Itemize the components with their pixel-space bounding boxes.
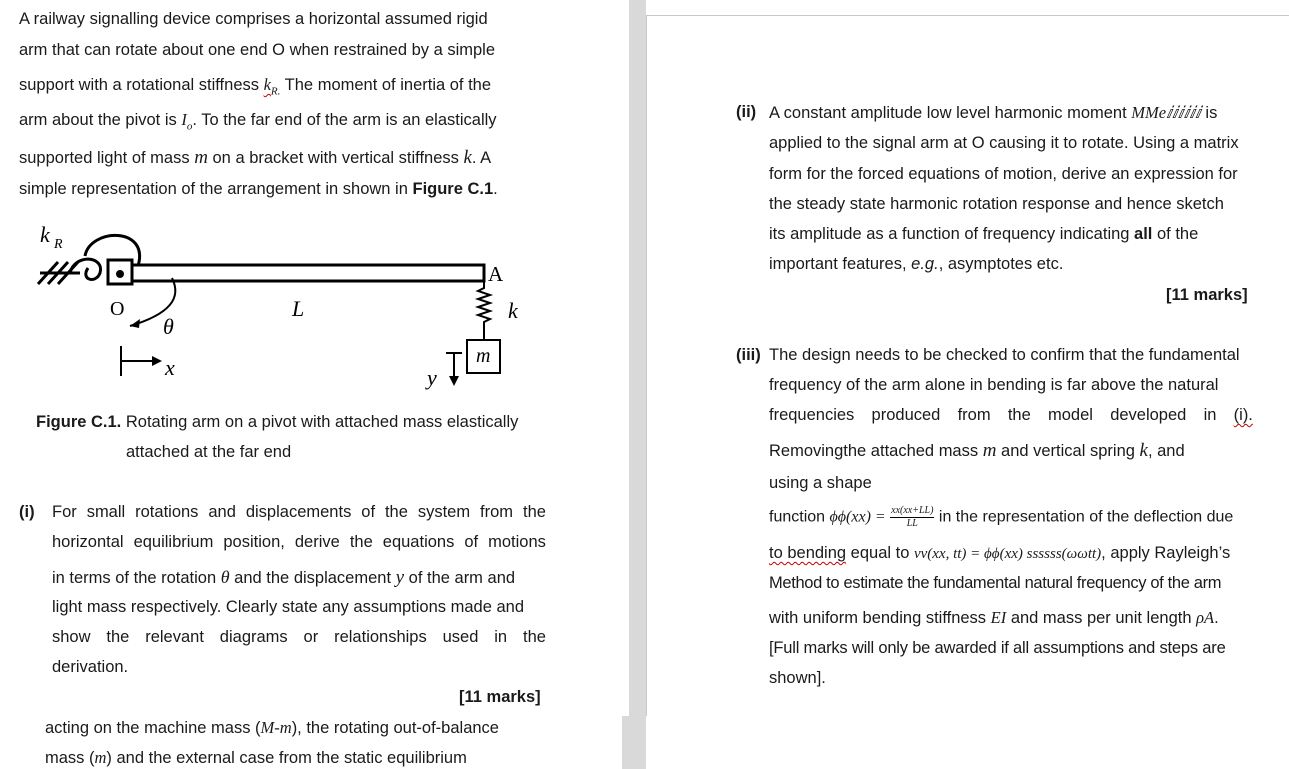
label-theta: θ	[163, 314, 174, 339]
part-iii-line-5: using a shape	[769, 474, 872, 492]
shape-function: ϕϕ(xx) =	[829, 508, 886, 526]
part-i-line-2: horizontal equilibrium position, derive the equations of motions	[52, 533, 546, 551]
part-ii-line-1: A constant amplitude low level harmonic moment MMeⅈⅈⅈⅈⅈⅈ is	[769, 103, 1218, 122]
bottom-line-1: acting on the machine mass (M-m), the rotating out-of-balance	[45, 718, 499, 737]
part-i-line-6: derivation.	[52, 658, 129, 676]
part-i-line-5: show the relevant diagrams or relationships used in the	[52, 628, 546, 646]
rigid-arm	[132, 265, 484, 281]
io-symbol: $I_o$	[181, 110, 193, 133]
pivot-o	[116, 270, 124, 278]
figure-c1-diagram	[30, 218, 550, 393]
part-ii-line-2: applied to the signal arm at O causing it to rotate. Using a matrix	[769, 134, 1239, 152]
shape-function-fraction: $\frac{xx(xx+LL)}{LL}$	[891, 505, 934, 529]
next-page-left	[0, 716, 622, 769]
part-iii-line-9: with uniform bending stiffness EI and mass per unit length ρA.	[769, 608, 1219, 627]
part-iii-line-7: to bending equal to vv(xx, tt) = ϕϕ(xx) ssssss(ωωtt), apply Rayleigh’s	[769, 544, 1231, 562]
page-gap-lower	[622, 716, 639, 769]
page-gap	[629, 0, 646, 769]
label-y: y	[427, 365, 437, 390]
part-i-line-4: light mass respectively. Clearly state any assumptions made and	[52, 598, 524, 616]
part-iii-line-4: Removingthe attached mass m and vertical spring k, and	[769, 440, 1185, 461]
label-m: m	[476, 345, 491, 367]
part-iii-line-2: frequency of the arm alone in bending is far above the natural	[769, 376, 1219, 394]
part-i-line-1: For small rotations and displacements of the system from the	[52, 503, 546, 521]
part-iii-line-1: The design needs to be checked to confirm that the fundamental	[769, 346, 1240, 364]
label-kr: k	[40, 222, 50, 247]
part-ii-line-3: form for the forced equations of motion, derive an expression for	[769, 165, 1238, 183]
theta-arrowhead	[130, 319, 140, 328]
label-kr-sub: R	[54, 237, 63, 252]
part-ii-line-5: its amplitude as a function of frequency indicating all of the	[769, 225, 1199, 243]
intro-line-2: arm that can rotate about one end O when restrained by a simple	[19, 41, 496, 59]
intro-line-5: supported light of mass m on a bracket with vertical stiffness k. A	[19, 147, 492, 168]
part-iii-line-3: frequencies produced from the model developed in (i).	[769, 406, 1253, 424]
intro-line-1: A railway signalling device comprises a horizontal assumed rigid	[19, 10, 488, 28]
intro-line-6: simple representation of the arrangement in shown in Figure C.1.	[19, 180, 498, 198]
deflection-expression: vv(xx, tt) = ϕϕ(xx) ssssss(ωωtt)	[913, 546, 1102, 562]
y-arrowhead	[449, 376, 459, 386]
figure-reference[interactable]: Figure C.1	[412, 180, 494, 198]
part-iii-line-10: [Full marks will only be awarded if all assumptions and steps are	[769, 639, 1226, 657]
part-i-line-3: in terms of the rotation θ and the displacement y of the arm and	[52, 567, 516, 588]
vertical-spring	[478, 281, 490, 340]
part-i-number: (i)	[19, 503, 35, 521]
caption-label: Figure C.1.	[36, 413, 122, 431]
intro-line-4: arm about the pivot is $I_o$. To the far end of the arm is an elastically	[19, 110, 497, 133]
part-ii-line-6: important features, e.g., asymptotes etc.	[769, 255, 1064, 273]
bottom-line-2: mass (m) and the external case from the static equilibrium	[45, 748, 467, 767]
part-iii-line-6: function ϕϕ(xx) = $\frac{xx(xx+LL)}{LL}$ in the representation of the deflection due	[769, 505, 1234, 529]
part-ii-marks: [11 marks]	[1166, 286, 1248, 304]
label-k: k	[508, 298, 518, 323]
spring-coil	[70, 259, 101, 279]
x-arrowhead	[152, 356, 162, 366]
moment-symbol: MMeⅈⅈⅈⅈⅈⅈ	[1131, 103, 1201, 122]
kr-symbol: $k_{R.}$	[263, 75, 281, 98]
part-i-marks: [11 marks]	[459, 688, 541, 706]
label-x: x	[165, 355, 175, 380]
intro-line-3: support with a rotational stiffness $k_{R.}$ The moment of inertia of the	[19, 75, 492, 98]
label-a: A	[488, 262, 504, 286]
part-iii-line-8: Method to estimate the fundamental natural frequency of the arm	[769, 574, 1222, 592]
part-iii-number: (iii)	[736, 346, 761, 364]
label-l: L	[292, 296, 305, 321]
part-ii-line-4: the steady state harmonic rotation response and hence sketch	[769, 195, 1224, 213]
part-ii-number: (ii)	[736, 103, 757, 121]
part-iii-line-11: shown].	[769, 669, 826, 687]
label-o: O	[110, 298, 125, 320]
